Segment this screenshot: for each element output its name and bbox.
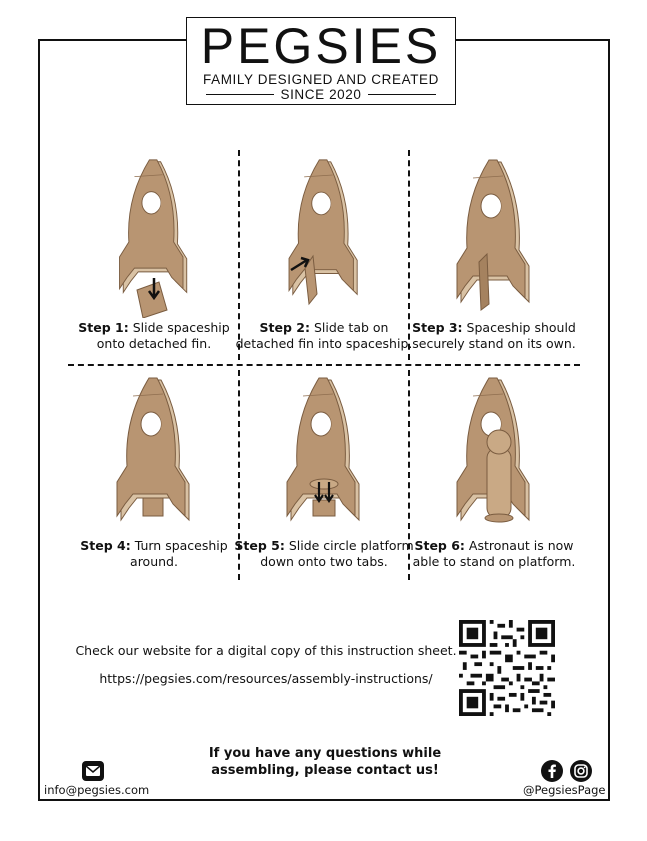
step-6-label: Step 6:: [414, 538, 465, 553]
step-6-illustration: [449, 376, 539, 536]
step-6-line2: able to stand on platform.: [412, 554, 576, 569]
step-4-line1: Turn spaceship: [134, 538, 228, 553]
website-note: Check our website for a digital copy of this instruction sheet.: [75, 643, 457, 658]
step-3-line1: Spaceship should: [466, 320, 576, 335]
qr-code[interactable]: [459, 620, 555, 716]
step-5-line2: down onto two tabs.: [260, 554, 388, 569]
social-handle[interactable]: @PegsiesPage: [523, 783, 606, 797]
step-2-caption: [234, 320, 414, 352]
logo-rule-left: [206, 94, 274, 95]
email-address[interactable]: info@pegsies.com: [44, 783, 150, 797]
step-4-line2: around.: [130, 554, 178, 569]
step-5-illustration: [279, 376, 369, 536]
step-2-illustration: [279, 158, 369, 318]
step-6: [404, 376, 584, 570]
brand-logo: [186, 17, 456, 105]
contact-line-1: If you have any questions while: [208, 746, 442, 761]
step-3: [404, 158, 584, 352]
step-6-caption: [404, 538, 584, 570]
step-1-line2: onto detached fin.: [96, 336, 212, 351]
contact-message: [190, 745, 460, 779]
step-1-label: Step 1:: [78, 320, 129, 335]
step-4-illustration: [109, 376, 199, 536]
instagram-icon[interactable]: [570, 760, 592, 782]
step-3-illustration: [449, 158, 539, 318]
step-5: [234, 376, 414, 570]
step-5-caption: [234, 538, 414, 570]
logo-since: [187, 87, 455, 102]
step-5-line1: Slide circle platform: [288, 538, 414, 553]
step-4: [64, 376, 244, 570]
logo-title: PEGSIES: [200, 18, 442, 74]
logo-rule-right: [368, 94, 436, 95]
divider-horizontal: [68, 364, 580, 366]
logo-since-text: SINCE 2020: [280, 87, 362, 102]
step-1-caption: [64, 320, 244, 352]
step-5-label: Step 5:: [234, 538, 285, 553]
step-2-line2: detached fin into spaceship.: [235, 336, 413, 351]
email-icon[interactable]: [82, 761, 104, 781]
step-1-illustration: [109, 158, 199, 318]
website-url[interactable]: https://pegsies.com/resources/assembly-instructions/: [99, 671, 433, 686]
facebook-icon[interactable]: [541, 760, 563, 782]
step-2-line1: Slide tab on: [313, 320, 389, 335]
step-3-label: Step 3:: [412, 320, 463, 335]
logo-tagline: FAMILY DESIGNED AND CREATED: [203, 72, 439, 87]
step-3-line2: securely stand on its own.: [412, 336, 576, 351]
step-6-line1: Astronaut is now: [468, 538, 574, 553]
step-4-label: Step 4:: [80, 538, 131, 553]
step-3-caption: [404, 320, 584, 352]
contact-line-2: assembling, please contact us!: [211, 763, 439, 778]
step-2: [234, 158, 414, 352]
step-4-caption: [64, 538, 244, 570]
step-2-label: Step 2:: [259, 320, 310, 335]
step-1-line1: Slide spaceship: [132, 320, 230, 335]
step-1: [64, 158, 244, 352]
